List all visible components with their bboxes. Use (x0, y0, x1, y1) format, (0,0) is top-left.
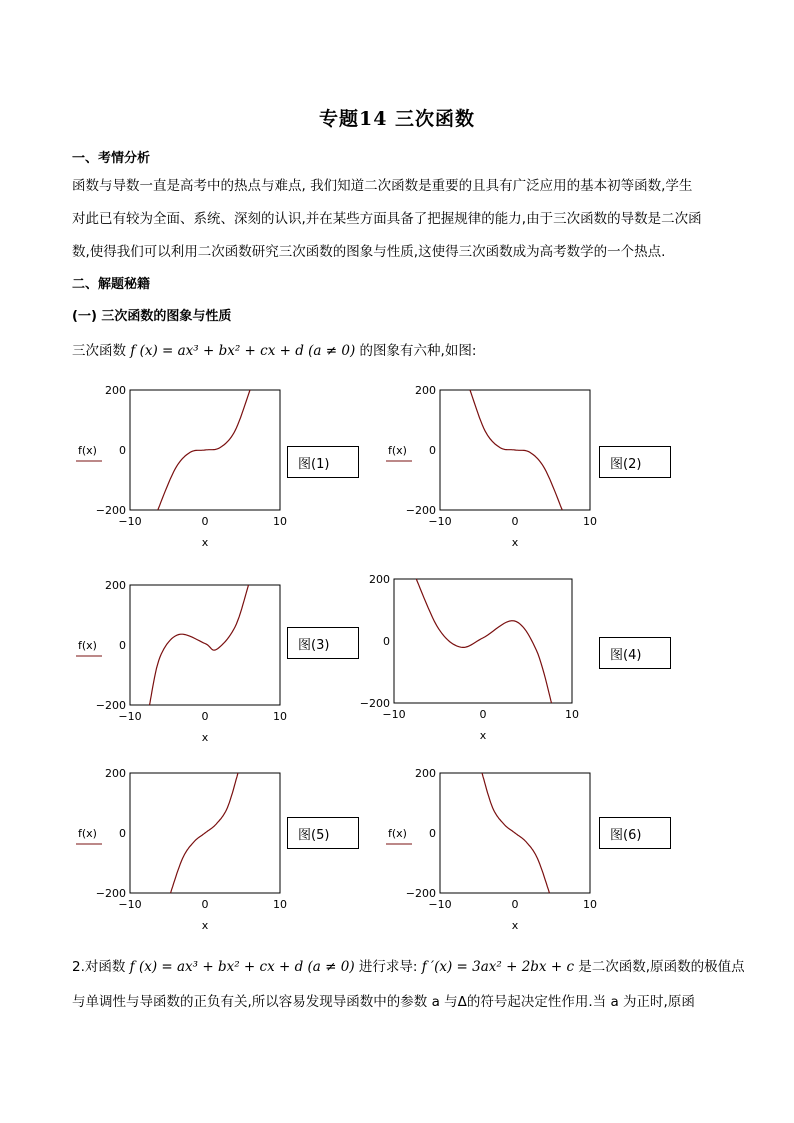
subsection-heading: (一) 三次函数的图象与性质 (72, 309, 232, 324)
figure-label-4: 图(4) (599, 637, 671, 669)
cubic-plot-svg (72, 380, 287, 550)
plot-1 (72, 380, 287, 554)
x-tick-label: −10 (382, 708, 406, 721)
derivative-formula: f ′(x) = 3ax² + 2bx + c (421, 959, 575, 975)
y-tick-label: 200 (369, 573, 390, 586)
x-tick-label: 10 (273, 710, 287, 723)
y-tick-label: −200 (405, 887, 436, 900)
y-axis-label: f(x) (388, 444, 407, 457)
page-title: 专题14 三次函数 (318, 108, 476, 130)
y-axis-label: f(x) (78, 444, 97, 457)
section-heading-2: 二、解题秘籍 (72, 277, 151, 292)
x-axis-label: x (479, 729, 487, 742)
y-axis-label: f(x) (388, 827, 407, 840)
y-axis-label: f(x) (78, 827, 97, 840)
y-tick-label: 0 (383, 635, 390, 648)
y-tick-label: 0 (119, 639, 126, 652)
x-axis-label: x (201, 919, 209, 932)
figure-label-5: 图(5) (287, 817, 359, 849)
y-tick-label: 200 (415, 384, 436, 397)
plot-2 (382, 380, 597, 554)
y-tick-label: 200 (105, 384, 126, 397)
x-tick-label: −10 (118, 515, 142, 528)
x-tick-label: −10 (118, 898, 142, 911)
x-tick-label: 0 (479, 708, 487, 721)
x-tick-label: 0 (201, 710, 209, 723)
cubic-plot-svg (342, 568, 592, 748)
intro-text-after: 的图象有六种,如图: (355, 343, 477, 359)
y-tick-label: 0 (119, 444, 126, 457)
plot-3 (72, 575, 287, 749)
x-tick-label: 0 (511, 898, 519, 911)
figure-label-3: 图(3) (287, 627, 359, 659)
derivative-text-after: 是二次函数,原函数的极值点 (574, 959, 745, 975)
x-tick-label: −10 (118, 710, 142, 723)
x-axis-label: x (511, 536, 519, 549)
x-tick-label: 0 (201, 515, 209, 528)
y-tick-label: 200 (105, 579, 126, 592)
cubic-plot-svg (72, 575, 287, 745)
paragraph-1-line-3: 数,使得我们可以利用二次函数研究三次函数的图象与性质,这使得三次函数成为高考数学的一个热点. (72, 244, 666, 260)
y-tick-label: −200 (95, 887, 126, 900)
paragraph-1-line-2: 对此已有较为全面、系统、深刻的认识,并在某些方面具备了把握规律的能力,由于三次函数的导数是二次函 (72, 211, 702, 227)
figure-label-6: 图(6) (599, 817, 671, 849)
x-axis-label: x (201, 731, 209, 744)
y-tick-label: −200 (95, 699, 126, 712)
cubic-formula: f (x) = ax³ + bx² + cx + d (a ≠ 0) (130, 343, 356, 359)
figure-label-1: 图(1) (287, 446, 359, 478)
derivative-text-mid: 进行求导: (354, 959, 422, 975)
section-heading-1: 一、考情分析 (72, 151, 151, 166)
y-tick-label: 0 (429, 827, 436, 840)
x-tick-label: −10 (428, 515, 452, 528)
intro-text: 三次函数 (72, 343, 131, 359)
y-tick-label: 200 (105, 767, 126, 780)
x-tick-label: 10 (273, 898, 287, 911)
cubic-plot-svg (72, 763, 287, 933)
x-axis-label: x (511, 919, 519, 932)
x-tick-label: 0 (201, 898, 209, 911)
derivative-text: 2.对函数 (72, 959, 130, 975)
intro-line (72, 339, 476, 359)
x-tick-label: 10 (273, 515, 287, 528)
derivative-line (72, 955, 745, 975)
y-tick-label: 0 (119, 827, 126, 840)
paragraph-1 (72, 170, 732, 269)
plot-frame (394, 579, 572, 703)
plot-6 (382, 763, 597, 937)
paragraph-1-line-1: 函数与导数一直是高考中的热点与难点, 我们知道二次函数是重要的且具有广泛应用的基本初等函数,学生 (72, 178, 693, 194)
x-tick-label: 10 (583, 898, 597, 911)
x-tick-label: 0 (511, 515, 519, 528)
x-tick-label: 10 (583, 515, 597, 528)
cubic-plot-svg (382, 763, 597, 933)
cubic-plot-svg (382, 380, 597, 550)
figure-label-2: 图(2) (599, 446, 671, 478)
cubic-formula-2: f (x) = ax³ + bx² + cx + d (a ≠ 0) (129, 959, 355, 975)
y-tick-label: 200 (415, 767, 436, 780)
y-axis-label: f(x) (78, 639, 97, 652)
plot-5 (72, 763, 287, 937)
x-tick-label: 10 (565, 708, 579, 721)
x-tick-label: −10 (428, 898, 452, 911)
y-tick-label: −200 (359, 697, 390, 710)
y-tick-label: −200 (95, 504, 126, 517)
paragraph-2-line: 与单调性与导函数的正负有关,所以容易发现导函数中的参数 a 与Δ的符号起决定性作用.当 a 为正时,原函 (72, 994, 695, 1010)
y-tick-label: 0 (429, 444, 436, 457)
x-axis-label: x (201, 536, 209, 549)
y-tick-label: −200 (405, 504, 436, 517)
plot-4 (342, 568, 592, 752)
